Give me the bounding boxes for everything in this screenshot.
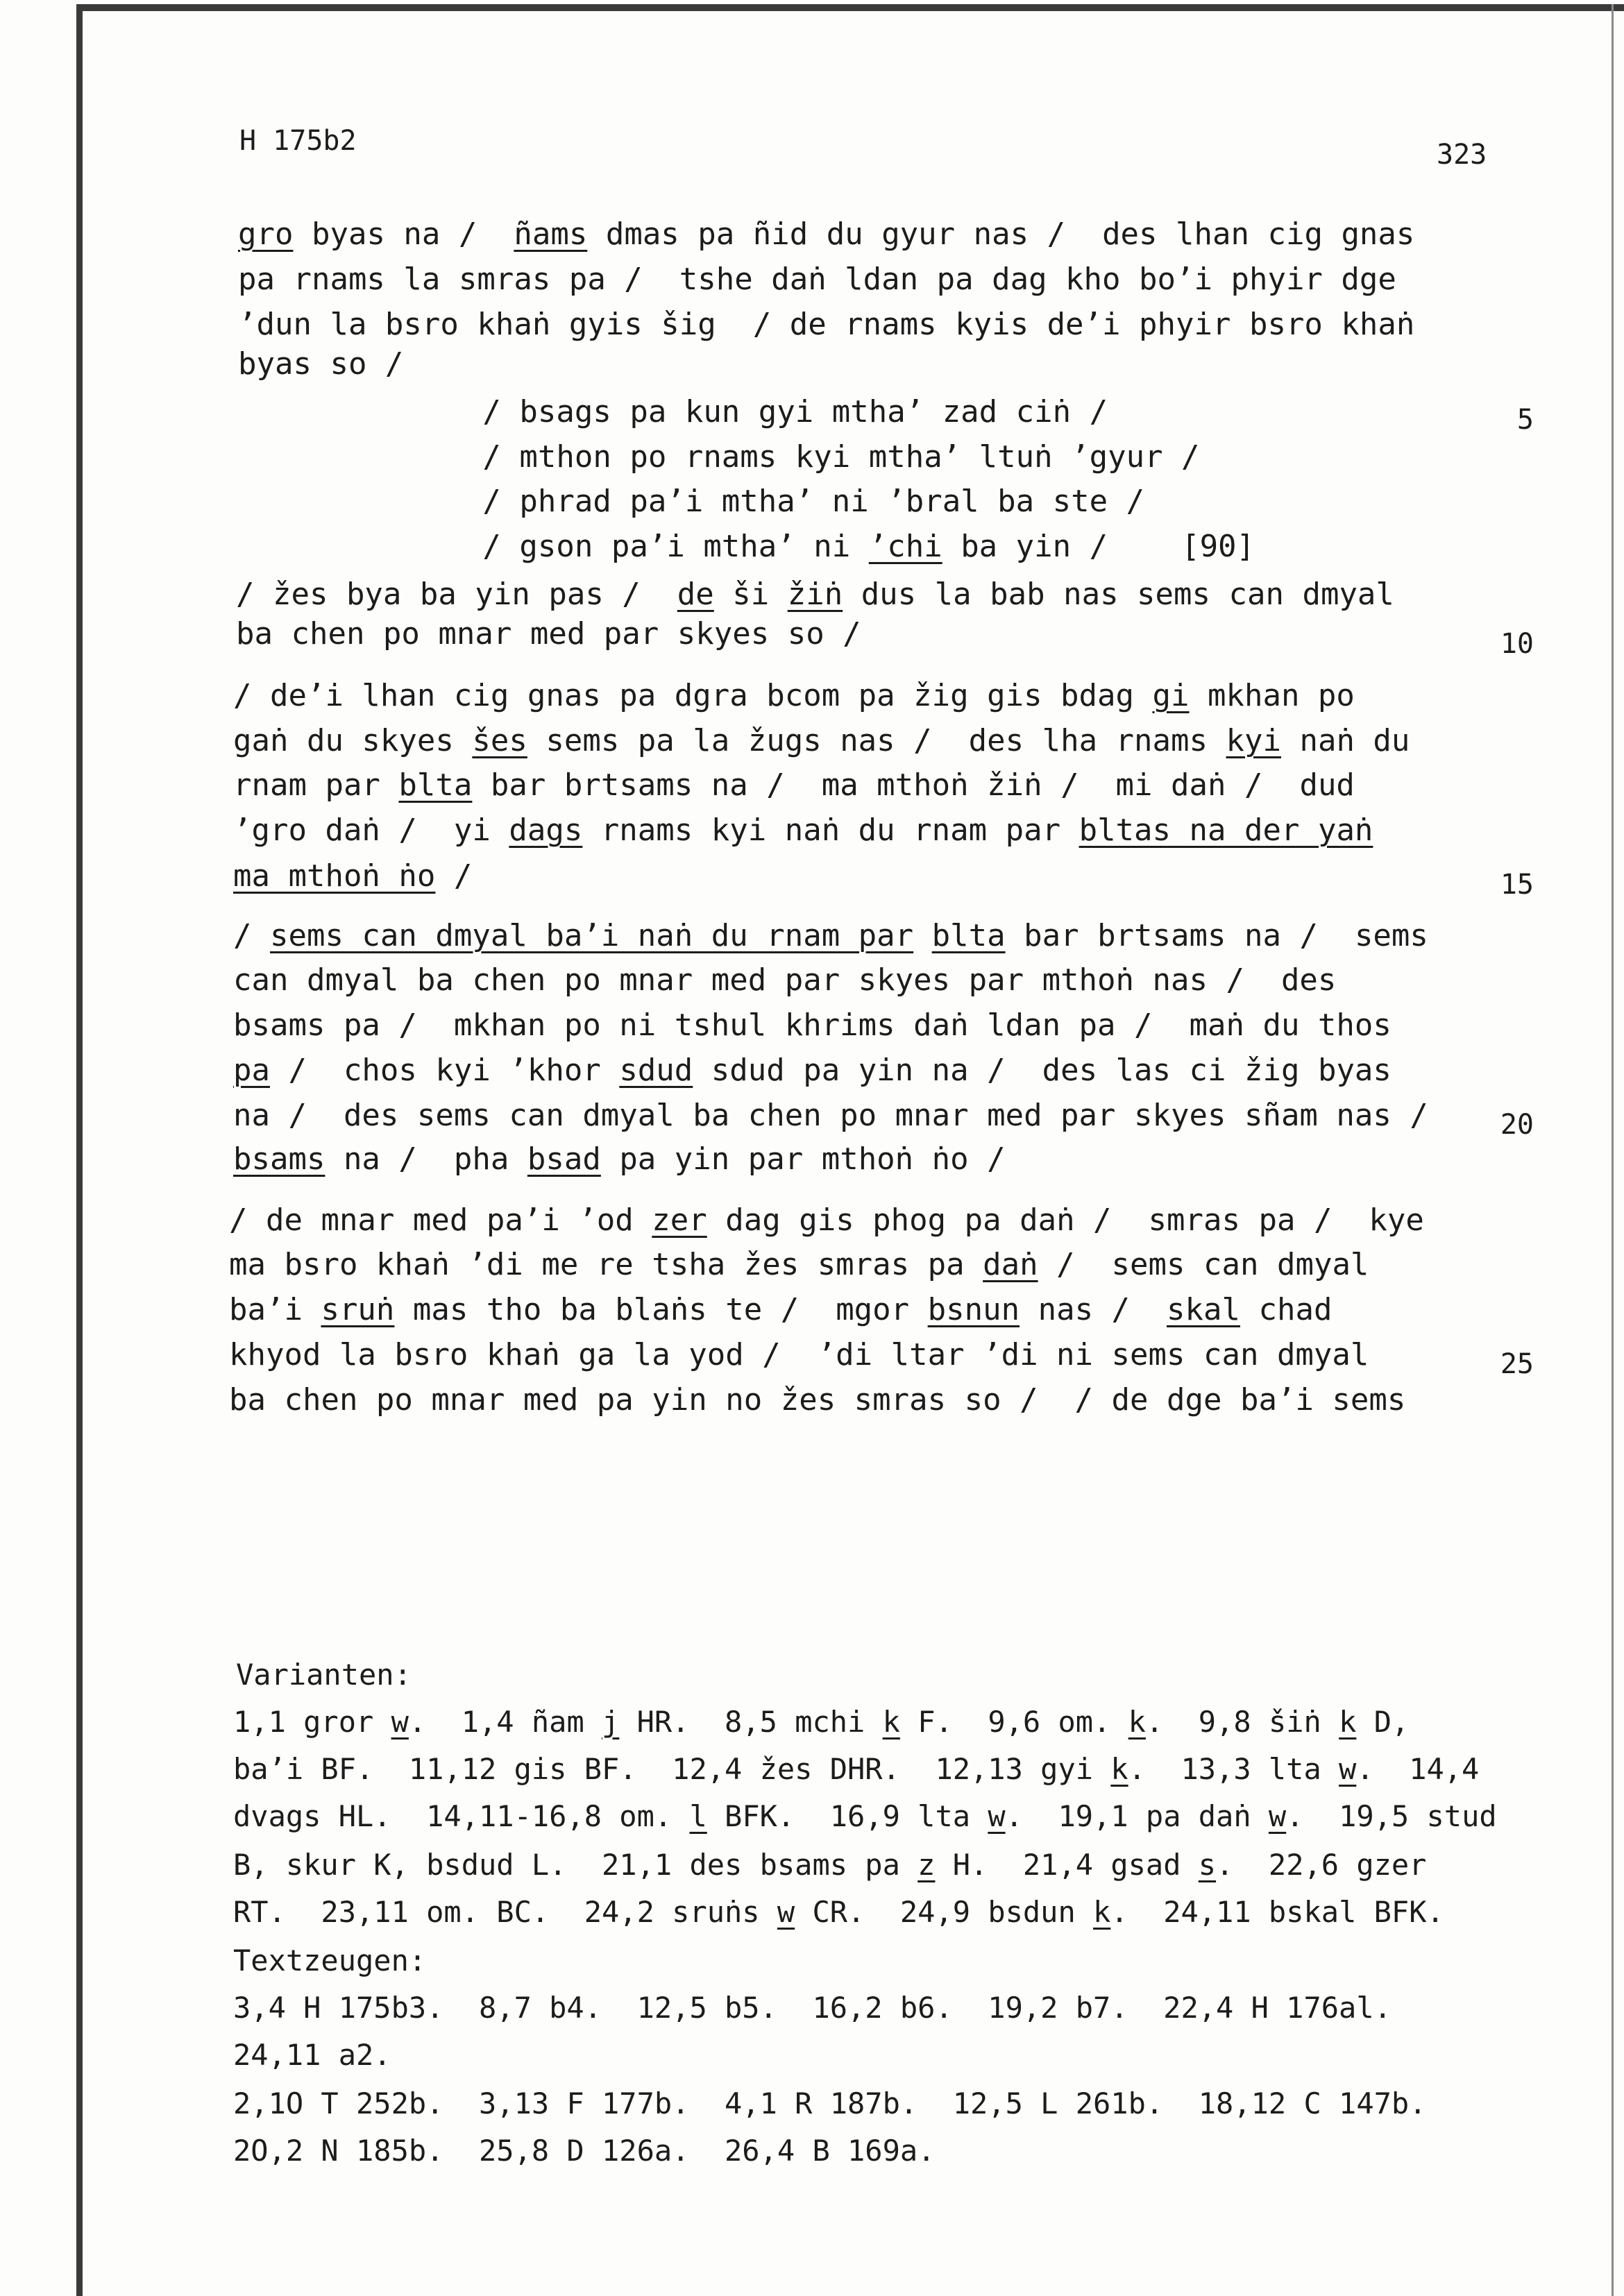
line-number: 15 xyxy=(1500,869,1534,901)
line-number: 25 xyxy=(1500,1348,1534,1380)
underlined-word: ma mthoṅ ṅo xyxy=(233,858,436,894)
text-segment: / de mnar med pa’i ’od xyxy=(229,1202,652,1238)
text-segment: pa rnams la smras pa / tshe daṅ ldan pa dag kho bo’i phyir dge xyxy=(238,262,1396,297)
text-segment: bar brtsams na / sems xyxy=(1005,918,1428,953)
text-segment: sems pa la žugs nas / des lha rnams xyxy=(527,723,1226,758)
page-border-right xyxy=(1612,4,1614,2296)
line-number: 5 xyxy=(1516,404,1534,436)
text-segment: / bsags pa kun gyi mtha’ zad ciṅ / xyxy=(354,394,1108,430)
text-line xyxy=(233,766,1355,805)
line-number: 10 xyxy=(1500,628,1534,660)
underlined-word: s xyxy=(1198,1848,1217,1882)
text-segment: . 19,5 stud xyxy=(1286,1799,1497,1833)
underlined-word: zer xyxy=(652,1202,707,1238)
text-segment: HR. 8,5 mchi xyxy=(619,1705,883,1739)
underlined-word: žiṅ xyxy=(787,577,843,612)
text-segment: . 14,4 xyxy=(1356,1752,1480,1786)
underlined-word: w xyxy=(391,1705,409,1739)
underlined-word: blta xyxy=(398,767,473,803)
text-line xyxy=(233,722,1410,760)
text-segment: / xyxy=(233,918,270,953)
text-segment xyxy=(913,918,932,953)
text-segment: B, skur K, bsdud L. 21,1 des bsams pa xyxy=(233,1848,918,1882)
text-line xyxy=(236,615,861,654)
underlined-word: z xyxy=(917,1848,936,1882)
text-segment: . 9,8 šiṅ xyxy=(1145,1705,1339,1739)
text-segment: BFK. 16,9 lta xyxy=(707,1799,988,1833)
variant-line xyxy=(233,1893,1444,1932)
text-line xyxy=(354,393,1108,432)
text-segment: ba’i xyxy=(229,1292,321,1327)
underlined-word: blta xyxy=(931,918,1006,953)
text-segment: / xyxy=(435,858,473,894)
variant-line xyxy=(233,1846,1427,1885)
text-line xyxy=(229,1336,1369,1375)
text-line xyxy=(238,345,403,384)
underlined-word: l xyxy=(689,1799,707,1833)
text-line xyxy=(354,438,1200,477)
text-segment: D, xyxy=(1356,1705,1410,1739)
text-segment: ’dun la bsro khaṅ gyis šig / de rnams kyis de’i phyir bsro khaṅ xyxy=(238,307,1415,342)
witness-line xyxy=(233,2036,391,2075)
page-border-top xyxy=(76,4,1624,11)
text-segment: rnams kyi naṅ du rnam par xyxy=(582,813,1079,848)
text-segment: rnam par xyxy=(233,767,399,803)
underlined-word: sruṅ xyxy=(321,1292,395,1327)
folio-reference: H 175b2 xyxy=(239,125,357,157)
text-segment: pa yin par mthoṅ ṅo / xyxy=(600,1141,1006,1177)
witness-line xyxy=(233,2132,935,2170)
text-segment: nas / xyxy=(1020,1292,1167,1327)
text-segment: chad xyxy=(1240,1292,1333,1327)
text-segment: na / pha xyxy=(325,1141,527,1177)
text-segment: bsams pa / mkhan po ni tshul khrims daṅ ldan pa / maṅ du thos xyxy=(233,1007,1392,1043)
text-segment: / gson pa’i mtha’ ni xyxy=(354,529,869,564)
text-segment: dmas pa ñid du gyur nas / des lhan cig gnas xyxy=(587,216,1415,252)
text-segment: / žes bya ba yin pas / xyxy=(236,577,677,612)
text-segment: RT. 23,11 om. BC. 24,2 sruṅs xyxy=(233,1895,777,1929)
witness-line xyxy=(233,2084,1426,2123)
variant-line xyxy=(233,1797,1497,1836)
underlined-word: skal xyxy=(1167,1292,1240,1327)
underlined-word: dags xyxy=(509,813,583,848)
underlined-word: ñams xyxy=(514,216,588,252)
text-segment: ba’i BF. 11,12 gis BF. 12,4 žes DHR. 12,13 gyi xyxy=(233,1752,1111,1786)
text-segment: 3,4 H 175b3. 8,7 b4. 12,5 b5. 16,2 b6. 19,2 b7. 22,4 H 176al. xyxy=(233,1991,1392,2025)
text-segment: sdud pa yin na / des las ci žig byas xyxy=(693,1053,1392,1088)
text-line xyxy=(233,1096,1428,1135)
text-line xyxy=(229,1245,1369,1284)
underlined-word: bltas na der yaṅ xyxy=(1079,813,1373,848)
text-line xyxy=(354,482,1144,521)
text-segment: / mthon po rnams kyi mtha’ ltuṅ ’gyur / xyxy=(354,439,1200,475)
text-line xyxy=(229,1201,1424,1240)
page-border-left xyxy=(76,4,83,2296)
underlined-word: k xyxy=(1110,1752,1128,1786)
text-segment: . 13,3 lta xyxy=(1128,1752,1339,1786)
variant-line xyxy=(233,1750,1479,1789)
text-segment: / phrad pa’i mtha’ ni ’bral ba ste / xyxy=(354,484,1145,519)
textzeugen-heading: Textzeugen: xyxy=(233,1944,427,1978)
text-segment: ba yin / [90] xyxy=(942,529,1255,564)
witness-line xyxy=(233,1989,1392,2027)
text-line xyxy=(238,305,1414,344)
text-segment: H. 21,4 gsad xyxy=(935,1848,1199,1882)
text-segment: F. 9,6 om. xyxy=(899,1705,1128,1739)
text-line xyxy=(238,215,1414,254)
varianten-heading: Varianten: xyxy=(236,1658,412,1692)
text-segment: ši xyxy=(713,577,788,612)
text-segment: bar brtsams na / ma mthoṅ žiṅ / mi daṅ / dud xyxy=(472,767,1355,803)
underlined-word: k xyxy=(1128,1705,1146,1739)
text-segment: 24,11 a2. xyxy=(233,2038,391,2072)
variant-line xyxy=(233,1703,1409,1742)
text-segment: / sems can dmyal xyxy=(1038,1247,1369,1282)
underlined-word: sdud xyxy=(619,1053,693,1088)
text-segment: ’gro daṅ / yi xyxy=(233,813,509,848)
text-line xyxy=(233,961,1336,1000)
underlined-word: w xyxy=(777,1895,795,1929)
underlined-word: šes xyxy=(472,723,527,758)
text-segment: mas tho ba blaṅs te / mgor xyxy=(394,1292,928,1327)
line-number: 20 xyxy=(1500,1109,1534,1141)
text-segment: dus la bab nas sems can dmyal xyxy=(843,577,1394,612)
underlined-word: ’chi xyxy=(868,529,942,564)
underlined-word: w xyxy=(1339,1752,1357,1786)
underlined-word: pa xyxy=(233,1053,270,1088)
underlined-word: k xyxy=(882,1705,900,1739)
underlined-word: w xyxy=(988,1799,1006,1833)
text-segment: na / des sems can dmyal ba chen po mnar med par skyes sñam nas / xyxy=(233,1098,1428,1133)
text-line xyxy=(229,1291,1332,1329)
text-line xyxy=(233,857,472,896)
text-line xyxy=(233,677,1355,715)
underlined-word: j xyxy=(602,1705,620,1739)
text-segment: khyod la bsro khaṅ ga la yod / ’di ltar ’di ni sems can dmyal xyxy=(229,1337,1369,1372)
text-segment: dag gis phog pa daṅ / smras pa / kye xyxy=(707,1202,1424,1238)
underlined-word: kyi xyxy=(1226,723,1281,758)
text-line xyxy=(233,1140,1006,1179)
underlined-word: k xyxy=(1339,1705,1357,1739)
text-line xyxy=(233,917,1428,955)
underlined-word: de xyxy=(677,577,714,612)
underlined-word: bsad xyxy=(527,1141,601,1177)
text-segment: . 1,4 ñam xyxy=(408,1705,602,1739)
text-segment: . 19,1 pa daṅ xyxy=(1005,1799,1269,1833)
text-segment: byas na / xyxy=(293,216,514,252)
text-segment: naṅ du xyxy=(1280,723,1410,758)
text-line xyxy=(233,811,1373,850)
underlined-word: k xyxy=(1093,1895,1111,1929)
underlined-word: bsams xyxy=(233,1141,325,1177)
text-segment: ma bsro khaṅ ’di me re tsha žes smras pa xyxy=(229,1247,983,1282)
text-line xyxy=(233,1006,1392,1045)
underlined-word: sems can dmyal ba’i naṅ du rnam par xyxy=(269,918,914,953)
text-line xyxy=(354,527,1255,566)
text-segment: CR. 24,9 bsdun xyxy=(795,1895,1094,1929)
text-segment: 1,1 gror xyxy=(233,1705,391,1739)
text-line xyxy=(238,260,1396,299)
text-segment: . 24,11 bskal BFK. xyxy=(1110,1895,1444,1929)
text-line xyxy=(229,1381,1405,1420)
text-segment: byas so / xyxy=(238,346,404,382)
text-segment: / chos kyi ’khor xyxy=(269,1053,620,1088)
underlined-word: bsnun xyxy=(927,1292,1020,1327)
underlined-word: w xyxy=(1268,1799,1287,1833)
text-segment: dvags HL. 14,11-16,8 om. xyxy=(233,1799,690,1833)
underlined-word: gi xyxy=(1152,678,1190,713)
text-segment: 2O,2 N 185b. 25,8 D 126a. 26,4 B 169a. xyxy=(233,2134,936,2168)
page-number: 323 xyxy=(1437,139,1487,171)
text-segment: . 22,6 gzer xyxy=(1216,1848,1427,1882)
text-segment: ba chen po mnar med par skyes so / xyxy=(236,616,861,652)
text-segment: ba chen po mnar med pa yin no žes smras so / / de dge ba’i sems xyxy=(229,1382,1406,1418)
text-segment: / de’i lhan cig gnas pa dgra bcom pa žig gis bdag xyxy=(233,678,1153,713)
underlined-word: daṅ xyxy=(983,1247,1038,1282)
text-segment: 2,1O T 252b. 3,13 F 177b. 4,1 R 187b. 12,5 L 261b. 18,12 C 147b. xyxy=(233,2086,1427,2120)
text-segment: can dmyal ba chen po mnar med par skyes par mthoṅ nas / des xyxy=(233,962,1337,998)
text-segment: mkhan po xyxy=(1189,678,1355,713)
text-line xyxy=(236,575,1394,614)
text-segment: gaṅ du skyes xyxy=(233,723,473,758)
text-line xyxy=(233,1051,1392,1090)
underlined-word: gro xyxy=(238,216,294,252)
